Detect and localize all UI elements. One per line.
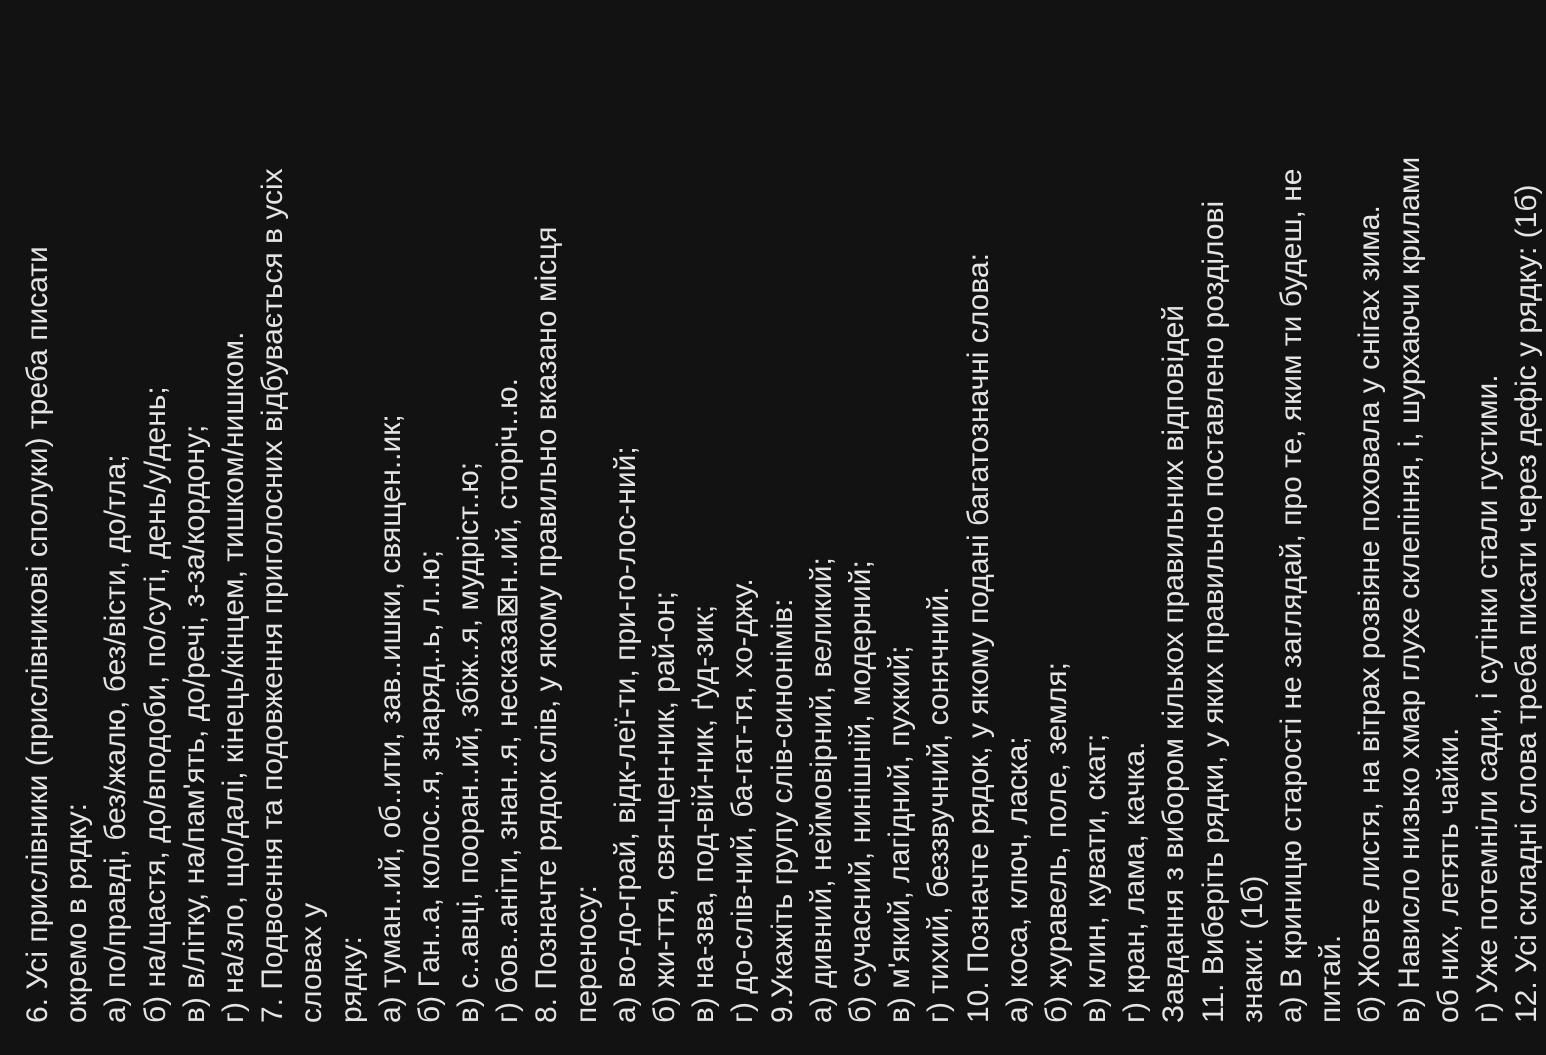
text-line: г) на/зло, що/далі, кінець/кінцем, тишком/нишком. — [216, 331, 250, 1023]
text-line: 8. Позначте рядок слів, у якому правильно вказано місця — [530, 226, 564, 1023]
text-line: знаки: (1б) — [1235, 875, 1269, 1023]
text-line: в) на-зва, под-вій-ник, ґуд-зик; — [687, 604, 721, 1023]
text-line: в) в/літку, на/пам'ять, до/речі, з-за/кордону; — [177, 424, 211, 1023]
text-line: а) дивний, неймовірний, великий; — [804, 557, 838, 1023]
text-line: Завдання з вибором кількох правильних відповідей — [1157, 304, 1191, 1023]
text-line: 10. Позначте рядок, у якому подані багатозначні слова: — [961, 253, 995, 1023]
text-line: в) клин, кувати, скат; — [1079, 733, 1113, 1023]
text-line: об них, летять чайки. — [1431, 727, 1465, 1023]
text-line: 11. Виберіть рядки, у яких правильно поставлено розділові — [1196, 200, 1230, 1023]
text-line: б) Ган..а, колос..я, знаряд..ь, л..ю; — [412, 549, 446, 1023]
text-line: г) тихий, беззвучний, сонячний. — [922, 586, 956, 1023]
text-line: словах у — [295, 902, 329, 1023]
text-line: б) Жовте листя, на вітрах розвіяне поховала у снігах зима. — [1353, 205, 1387, 1023]
text-line: а) по/правді, без/жалю, без/вісти, до/тла; — [99, 454, 133, 1023]
text-line: б) на/щастя, до/вподоби, по/суті, день/у/день; — [138, 386, 172, 1023]
text-line: г) бов..аніти, знан..я, несказа⊠н..ий, сторіч..ю. — [491, 378, 525, 1023]
text-line: питай. — [1314, 934, 1348, 1023]
text-line: в) с..авці, пооран..ий, збіж..я, мудріст..ю; — [452, 461, 486, 1023]
text-line: окремо в рядку: — [60, 803, 94, 1023]
text-line: а) В криницю старості не заглядай, про те, яким ти будеш, не — [1275, 168, 1308, 1023]
text-line: 12. Усі складні слова треба писати через дефіс у рядку: (1б) — [1510, 184, 1544, 1023]
text-line: 7. Подвоєння та подовження приголосних відбувається в усіх — [256, 168, 290, 1023]
text-line: б) сучасний, нинішній, модерний; — [843, 560, 877, 1023]
text-line: г) Уже потемніли сади, і сутінки стали густими. — [1470, 374, 1504, 1023]
text-line: а) коса, ключ, ласка; — [1000, 736, 1034, 1023]
text-line: переносу: — [569, 885, 603, 1023]
text-line: б) журавель, поле, земля; — [1039, 662, 1073, 1023]
text-line: а) туман..ий, об..ити, зав..ишки, священ..ик; — [373, 414, 407, 1023]
text-line: г) до-слів-ний, ба-гат-тя, хо-джу. — [726, 578, 760, 1023]
text-line: 6. Усі прислівники (прислівникові сполуки) треба писати — [21, 246, 54, 1023]
text-line: г) кран, лама, качка. — [1118, 741, 1152, 1023]
text-line: б) жи-ття, свя-щен-ник, рай-он; — [648, 591, 681, 1023]
text-line: рядку: — [334, 936, 368, 1023]
text-line: 9.Укажіть групу слів-синонімів: — [765, 598, 799, 1023]
text-line: в) Нависло низько хмар глухе склепіння, і, шурхаючи крилами — [1392, 156, 1426, 1023]
text-line: а) во-до-грай, відк-леї-ти, при-го-лос-ний; — [608, 446, 642, 1023]
text-line: в) м'який, лагідний, пухкий; — [883, 645, 917, 1023]
